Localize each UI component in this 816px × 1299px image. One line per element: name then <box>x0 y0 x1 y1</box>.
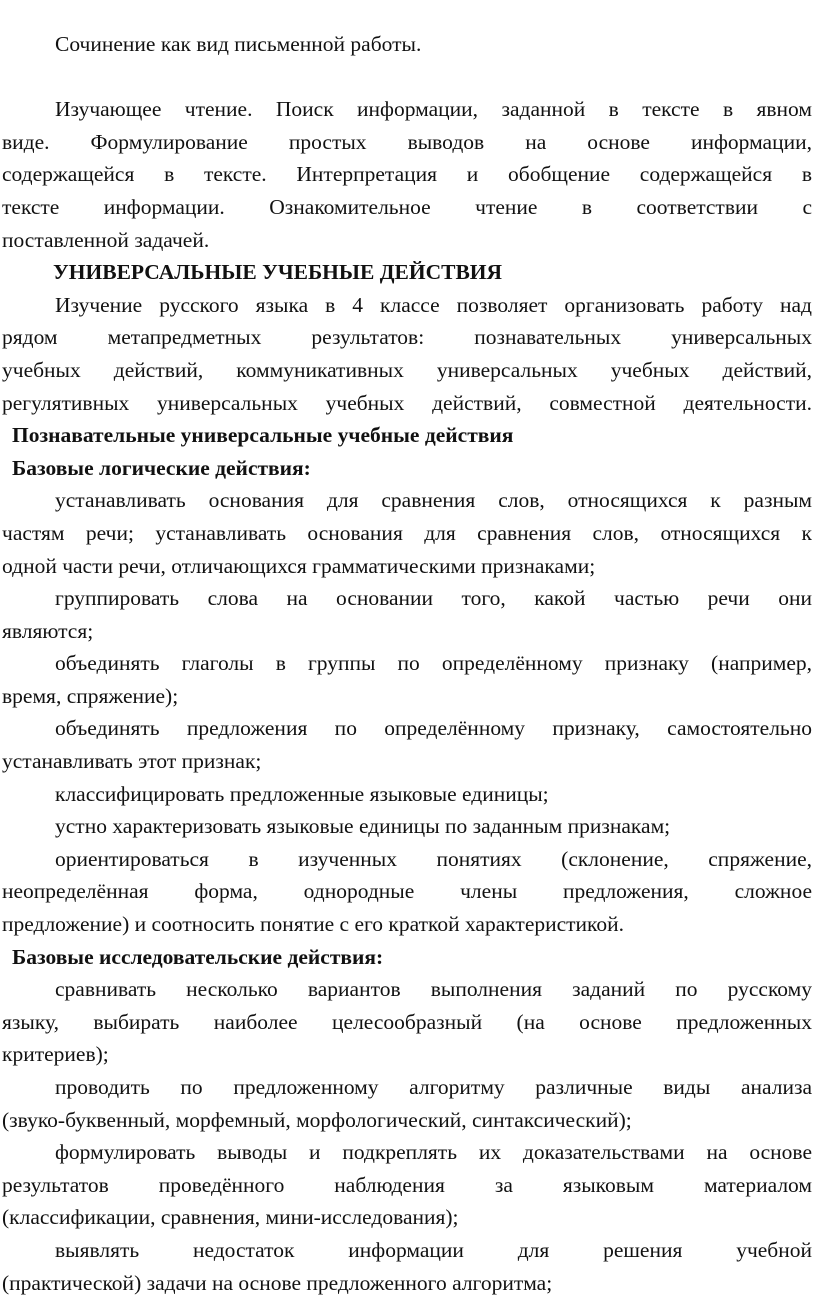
blank-line <box>0 61 816 94</box>
text-line: сравнивать несколько вариантов выполнения заданий по русскому <box>55 977 812 1002</box>
text-line: устно характеризовать языковые единицы по заданным признакам; <box>55 814 671 839</box>
text-line: Сочинение как вид письменной работы. <box>55 32 422 56</box>
section-heading: Базовые исследовательские действия: <box>12 944 384 969</box>
text-line: Изучающее чтение. Поиск информации, заданной в тексте в явном <box>55 97 812 122</box>
text-line: учебных действий, коммуникативных универсальных учебных действий, <box>2 357 812 382</box>
text-line: объединять глаголы в группы по определённому признаку (например, <box>55 651 812 676</box>
text-line: время, спряжение); <box>2 683 179 708</box>
section-heading: Базовые логические действия: <box>12 455 311 480</box>
text-line: языку, выбирать наиболее целесообразный (на основе предложенных <box>2 1009 812 1034</box>
text-line: выявлять недостаток информации для решения учебной <box>55 1237 812 1262</box>
text-line: содержащейся в тексте. Интерпретация и обобщение содержащейся в <box>2 162 812 187</box>
text-line: частям речи; устанавливать основания для сравнения слов, относящихся к <box>2 520 812 545</box>
text-line: рядом метапредметных результатов: познавательных универсальных <box>2 325 812 350</box>
text-line: (звуко-буквенный, морфемный, морфологический, синтаксический); <box>2 1107 632 1132</box>
text-line: тексте информации. Ознакомительное чтение в соответствии с <box>2 194 812 219</box>
text-line: объединять предложения по определённому признаку, самостоятельно <box>55 716 812 741</box>
text-line: неопределённая форма, однородные члены предложения, сложное <box>2 879 812 904</box>
section-heading: УНИВЕРСАЛЬНЫЕ УЧЕБНЫЕ ДЕЙСТВИЯ <box>53 260 503 285</box>
text-line: группировать слова на основании того, какой частью речи они <box>55 586 812 611</box>
text-line: результатов проведённого наблюдения за языковым материалом <box>2 1172 812 1197</box>
text-line: формулировать выводы и подкреплять их доказательствами на основе <box>55 1140 812 1165</box>
text-line: (практической) задачи на основе предложенного алгоритма; <box>2 1270 553 1295</box>
text-line: критериев); <box>2 1042 109 1067</box>
text-line: ориентироваться в изученных понятиях (склонение, спряжение, <box>55 846 812 871</box>
text-line: классифицировать предложенные языковые единицы; <box>55 781 549 806</box>
text-line: (классификации, сравнения, мини-исследования); <box>2 1205 459 1230</box>
document-page <box>0 28 816 1299</box>
text-line: устанавливать этот признак; <box>2 749 262 774</box>
text-line: проводить по предложенному алгоритму различные виды анализа <box>55 1075 812 1099</box>
text-line: виде. Формулирование простых выводов на основе информации, <box>2 129 812 154</box>
text-line: Изучение русского языка в 4 классе позволяет организовать работу над <box>55 292 812 317</box>
text-line: устанавливать основания для сравнения слов, относящихся к разным <box>55 488 812 513</box>
text-line: одной части речи, отличающихся грамматическими признаками; <box>2 553 596 578</box>
text-line: регулятивных универсальных учебных действий, совместной деятельности. <box>2 390 812 415</box>
text-line: поставленной задачей. <box>2 227 210 252</box>
text-line: предложение) и соотносить понятие с его краткой характеристикой. <box>2 912 625 937</box>
text-line: являются; <box>2 618 94 643</box>
section-heading: Познавательные универсальные учебные действия <box>12 423 514 448</box>
